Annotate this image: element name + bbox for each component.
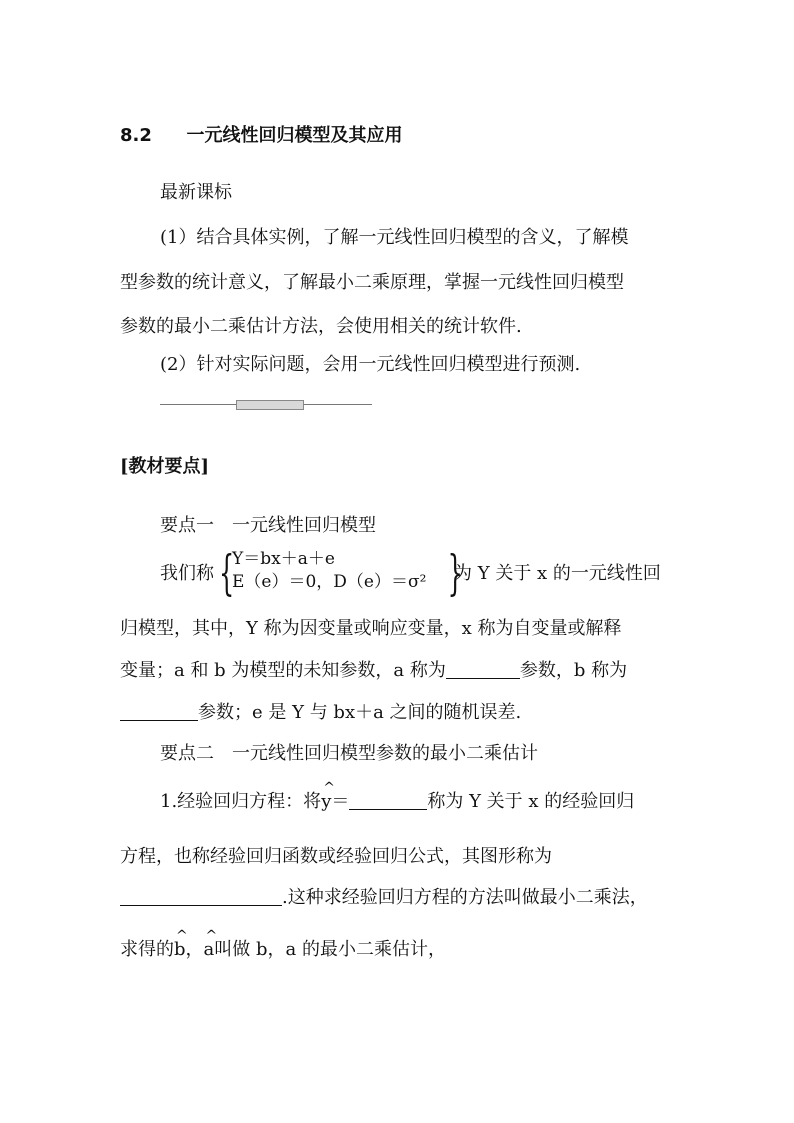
- y-hat: ^ y: [321, 790, 331, 814]
- divider-tag: [236, 400, 304, 410]
- section-title: 一元线性回归模型及其应用: [186, 125, 403, 146]
- point1-heading: 要点一 一元线性回归模型: [160, 515, 376, 536]
- system-eq1: Y＝bx＋a＋e: [232, 549, 335, 569]
- point2-line3: [120, 886, 648, 910]
- system-eq2: E（e）＝0，D（e）＝σ²: [232, 572, 427, 592]
- section-number: 8.2: [120, 125, 152, 146]
- point2-line1: [160, 790, 634, 814]
- point1-line3a: 变量；a 和 b 为模型的未知参数，a 称为: [120, 660, 446, 681]
- point2-l4a: 求得的: [120, 939, 174, 960]
- key-points-heading: [教材要点]: [120, 456, 210, 477]
- point2-line2: 方程，也称经验回归函数或经验回归公式，其图形称为: [120, 846, 552, 867]
- blank-equation[interactable]: [349, 791, 427, 810]
- point1-line3: [120, 659, 627, 683]
- right-brace: {: [447, 545, 463, 601]
- point2-heading: 要点二 一元线性回归模型参数的最小二乘估计: [160, 743, 538, 764]
- section-heading: [120, 124, 402, 148]
- curriculum-item1-line1: (1）结合具体实例，了解一元线性回归模型的含义，了解模: [160, 227, 629, 248]
- point1-line2: 归模型，其中，Y 称为因变量或响应变量，x 称为自变量或解释: [120, 618, 622, 639]
- point2-line4: [120, 938, 446, 962]
- point2-l4e: 叫做 b，a 的最小二乘估计，: [214, 939, 446, 960]
- curriculum-item2: (2）针对实际问题，会用一元线性回归模型进行预测.: [160, 354, 581, 375]
- point1-prefix: 我们称: [160, 563, 214, 584]
- point1-suffix: 为 Y 关于 x 的一元线性回: [454, 563, 661, 584]
- left-brace: {: [219, 545, 235, 601]
- curriculum-item1-line2: 型参数的统计意义，了解最小二乘原理，掌握一元线性回归模型: [120, 272, 624, 293]
- point2-l1a: 1.经验回归方程：将: [160, 791, 322, 812]
- b-hat: ^ b: [174, 938, 186, 962]
- point1-line4-text: 参数；e 是 Y 与 bx＋a 之间的随机误差.: [198, 702, 522, 723]
- point2-l3: .这种求经验回归方程的方法叫做最小二乘法，: [282, 887, 648, 908]
- curriculum-heading: 最新课标: [160, 182, 232, 203]
- blank-a[interactable]: [446, 660, 520, 679]
- point1-line4: [120, 701, 521, 725]
- point2-l1c: 称为 Y 关于 x 的经验回归: [427, 791, 635, 812]
- point2-l1b: ＝: [331, 791, 350, 812]
- point2-l4c: ，: [185, 939, 204, 960]
- blank-graph[interactable]: [120, 887, 282, 906]
- a-hat: ^ a: [204, 938, 215, 962]
- curriculum-item1-line3: 参数的最小二乘估计方法，会使用相关的统计软件.: [120, 316, 522, 337]
- blank-b[interactable]: [120, 702, 198, 721]
- point1-line3b: 参数，b 称为: [519, 660, 628, 681]
